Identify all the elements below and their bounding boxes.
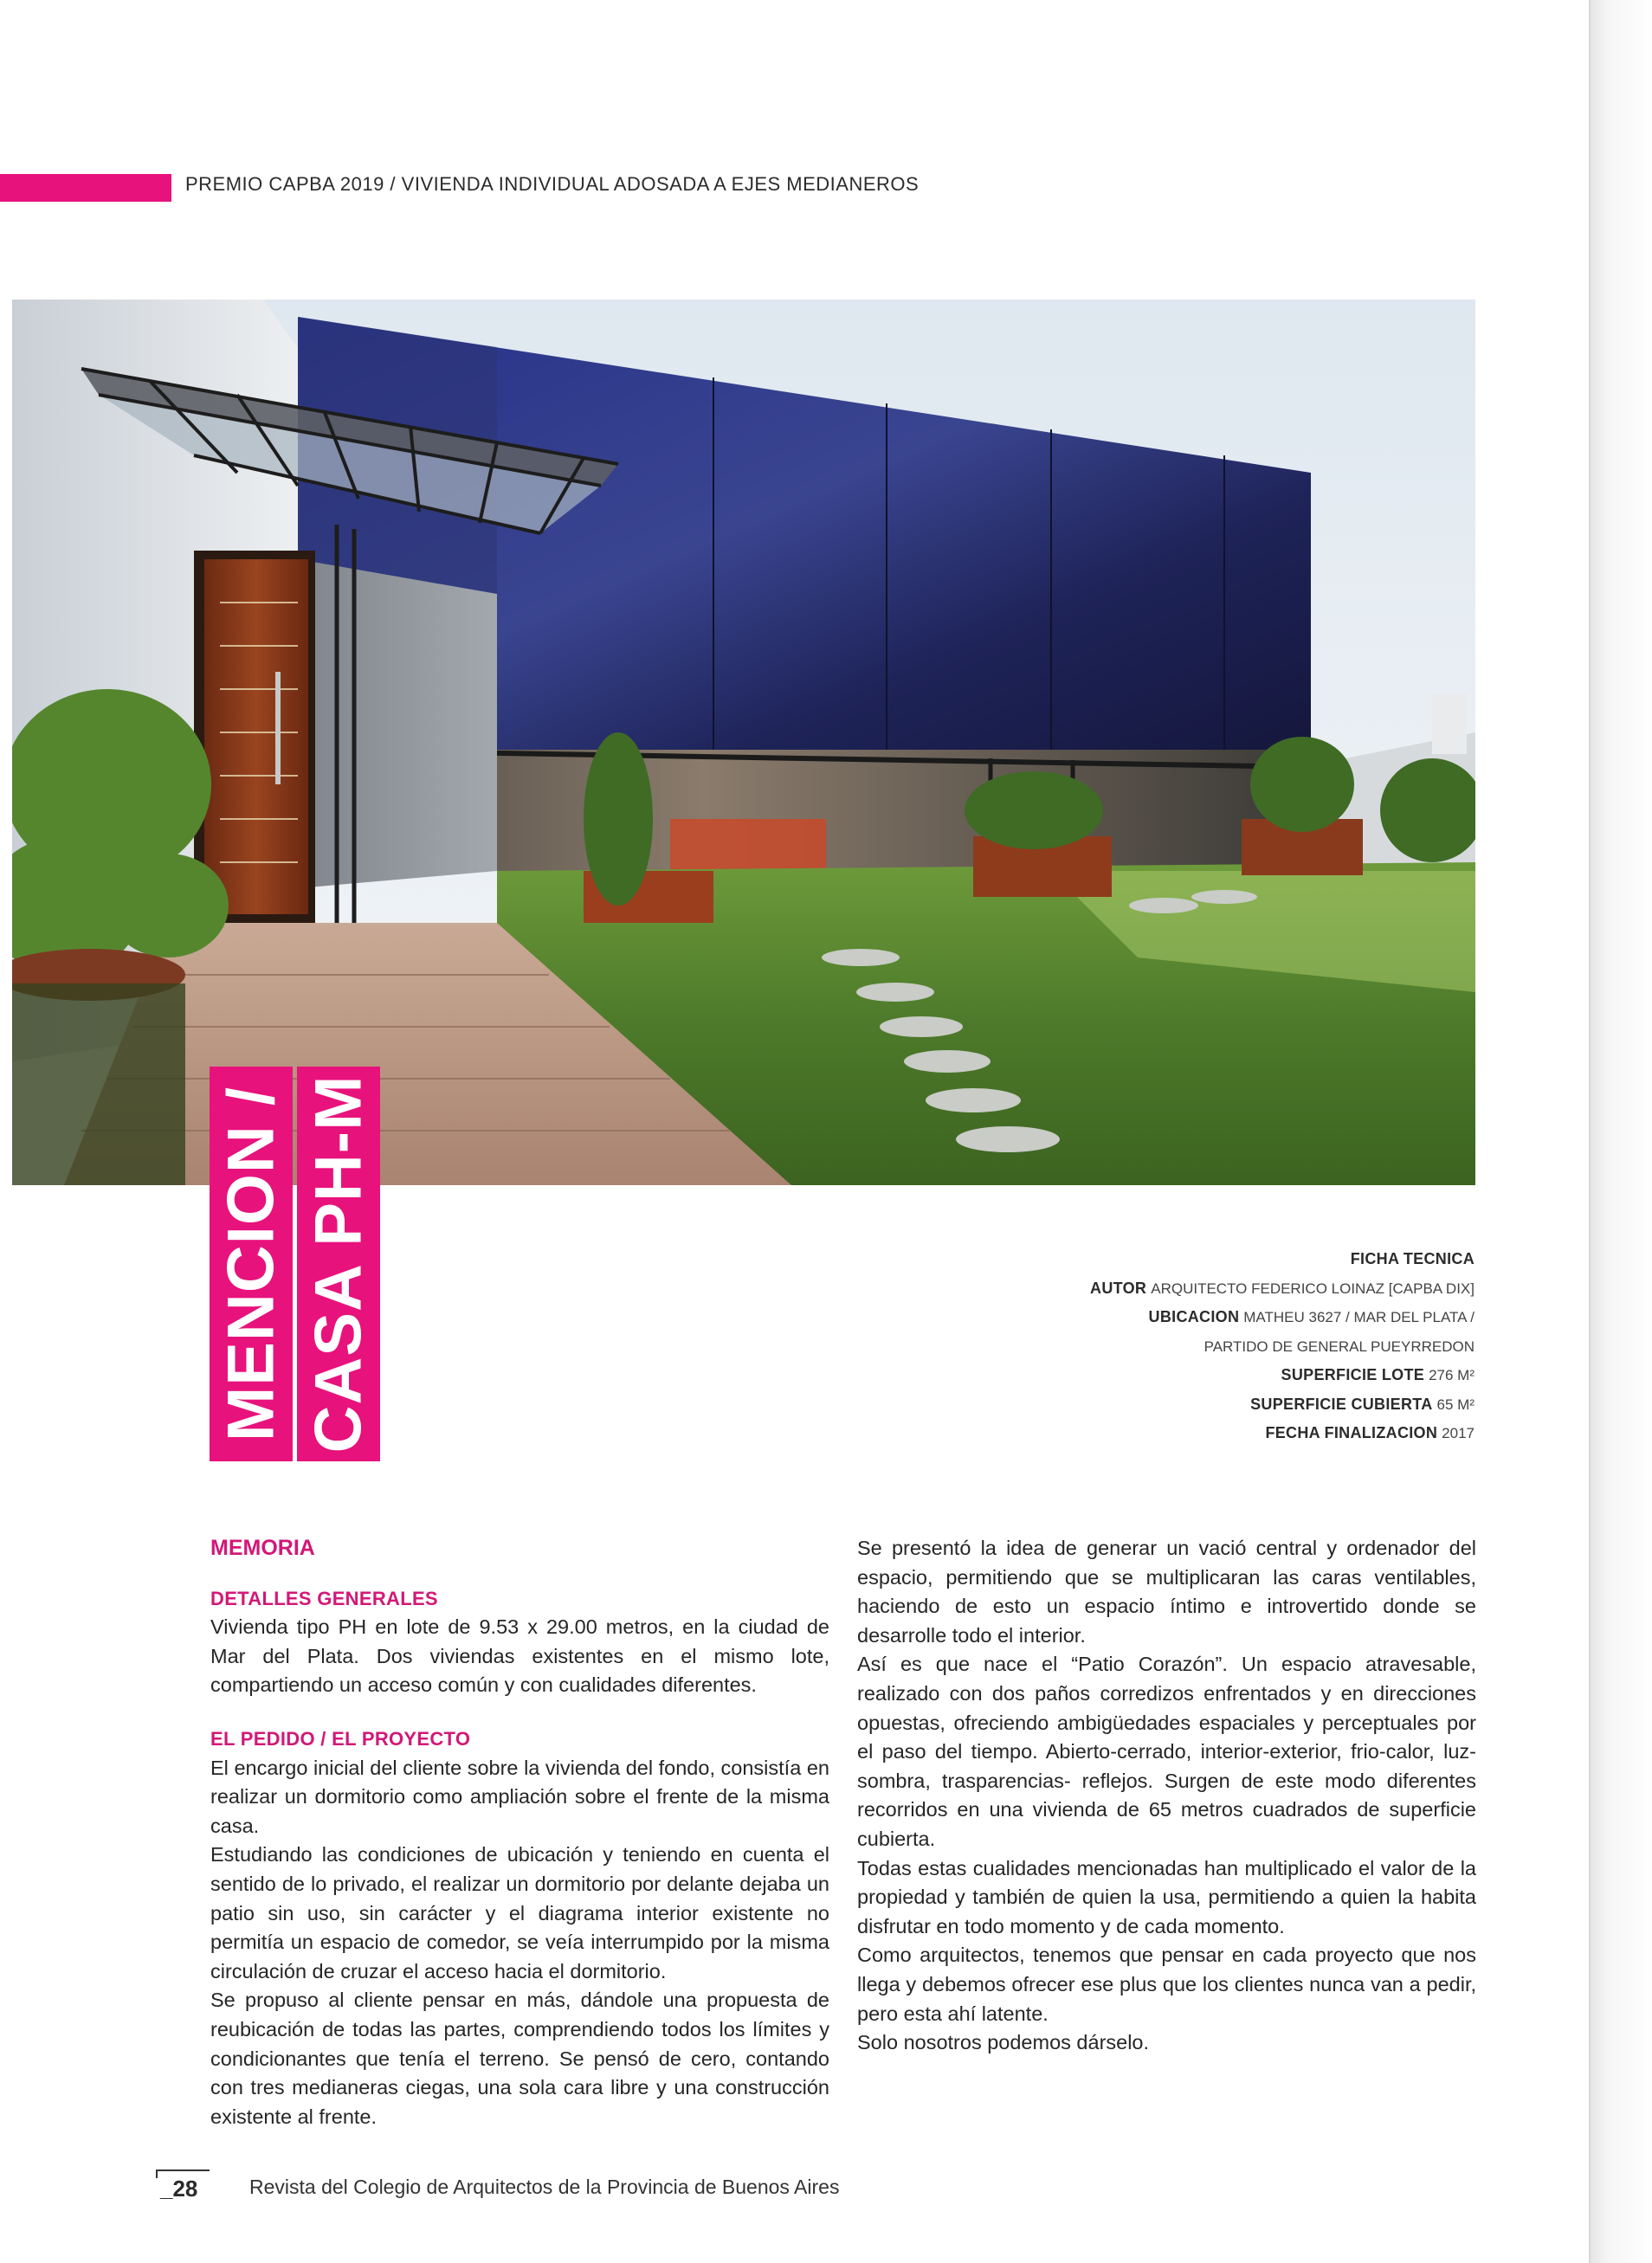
autor-label: AUTOR: [1090, 1279, 1147, 1297]
ficha-heading: FICHA TECNICA: [1350, 1250, 1475, 1267]
vertical-title: [210, 1067, 380, 1461]
title-bar-mencion: [210, 1067, 293, 1461]
page-number: _28: [160, 2176, 198, 2202]
adjacent-page-edge: [1589, 0, 1652, 2263]
col2-paragraph-5: Como arquitectos, tenemos que pensar en cada proyecto que nos llega y debemos ofrecer ese plus que los clientes nunca van a pedir, pero esta ahí latente.: [857, 1944, 1476, 2025]
ficha-tecnica: [868, 1245, 1475, 1448]
pedido-heading: EL PEDIDO / EL PROYECTO: [210, 1727, 471, 1750]
text-column-1: [210, 1534, 829, 2131]
detalles-heading: DETALLES GENERALES: [210, 1587, 438, 1609]
col2-paragraph-3: Así es que nace el “Patio Corazón”. Un espacio atravesable, realizado con dos paños corredizos enfrentados y en direcciones opuestas, ofreciendo ambigüedades espaciales y perceptuales por el paso del tiempo. Abierto-cerrado, interior-exterior, frio-calor, luz-sombra, trasparencias- reflejos. Surgen de este modo diferentes recorridos en una vivienda de 65 metros cuadrados de superficie cubierta.: [857, 1653, 1476, 1850]
lote-value: 276 M²: [1429, 1367, 1475, 1383]
publication-name: Revista del Colegio de Arquitectos de la Provincia de Buenos Aires: [249, 2176, 840, 2198]
title-line-mencion: MENCION /: [214, 1086, 288, 1442]
ubicacion-label: UBICACION: [1148, 1308, 1240, 1325]
house-photo: [12, 300, 1475, 1185]
folio-tick: [156, 2170, 158, 2178]
text-column-2: [857, 1534, 1476, 2058]
pedido-paragraph-3: Se propuso al cliente pensar en más, dándole una propuesta de reubicación de todas las partes, comprendiendo todos los límites y condicionantes que tenía el terreno. Se pensó de cero, contando con tres medianeras ciegas, una sola cara libre y una construcción existente al frente.: [210, 1989, 829, 2128]
pedido-paragraph-2: Estudiando las condiciones de ubicación y teniendo en cuenta el sentido de lo privado, el realizar un dormitorio por delante dejaba un patio sin uso, sin carácter y el diagrama interior existente no permitía un espacio de comedor, se veía interrumpido por la misma circulación de cruzar el acceso hacia el dormitorio.: [210, 1843, 829, 1983]
cubierta-value: 65 M²: [1436, 1396, 1475, 1413]
fecha-value: 2017: [1442, 1425, 1475, 1441]
ubicacion-value-cont: PARTIDO DE GENERAL PUEYRREDON: [1204, 1338, 1475, 1355]
lote-label: SUPERFICIE LOTE: [1281, 1366, 1425, 1383]
memoria-heading: MEMORIA: [210, 1536, 315, 1560]
col2-paragraph-4: Todas estas cualidades mencionadas han multiplicado el valor de la propiedad y también de quien la usa, permitiendo a quien la habita disfrutar en todo momento y de cada momento.: [857, 1856, 1476, 1937]
col2-paragraph-2: Se presentó la idea de generar un vació central y ordenador del espacio, permitiendo que se multiplicaran las caras ventilables, haciendo de esto un espacio íntimo e introvertido donde se desarrolle todo el interior.: [857, 1537, 1476, 1647]
section-color-bar: [0, 174, 171, 202]
cubierta-label: SUPERFICIE CUBIERTA: [1250, 1395, 1433, 1413]
autor-value: ARQUITECTO FEDERICO LOINAZ [CAPBA DIX]: [1151, 1280, 1475, 1297]
title-bar-casa: [297, 1067, 380, 1461]
section-label: PREMIO CAPBA 2019 / VIVIENDA INDIVIDUAL ADOSADA A EJES MEDIANEROS: [185, 173, 920, 195]
folio-rule: [156, 2170, 210, 2171]
title-line-casa: CASA PH-M: [301, 1074, 376, 1454]
col2-paragraph-6: Solo nosotros podemos dárselo.: [857, 2031, 1150, 2054]
pedido-paragraph-1: El encargo inicial del cliente sobre la vivienda del fondo, consistía en realizar un dormitorio como ampliación sobre el frente de la misma casa.: [210, 1756, 829, 1837]
detalles-paragraph: Vivienda tipo PH en lote de 9.53 x 29.00 metros, en la ciudad de Mar del Plata. Dos viviendas existentes en el mismo lote, compartiendo un acceso común y con cualidades diferentes.: [210, 1615, 829, 1697]
fecha-label: FECHA FINALIZACION: [1265, 1424, 1438, 1441]
ubicacion-value: MATHEU 3627 / MAR DEL PLATA /: [1243, 1309, 1475, 1325]
